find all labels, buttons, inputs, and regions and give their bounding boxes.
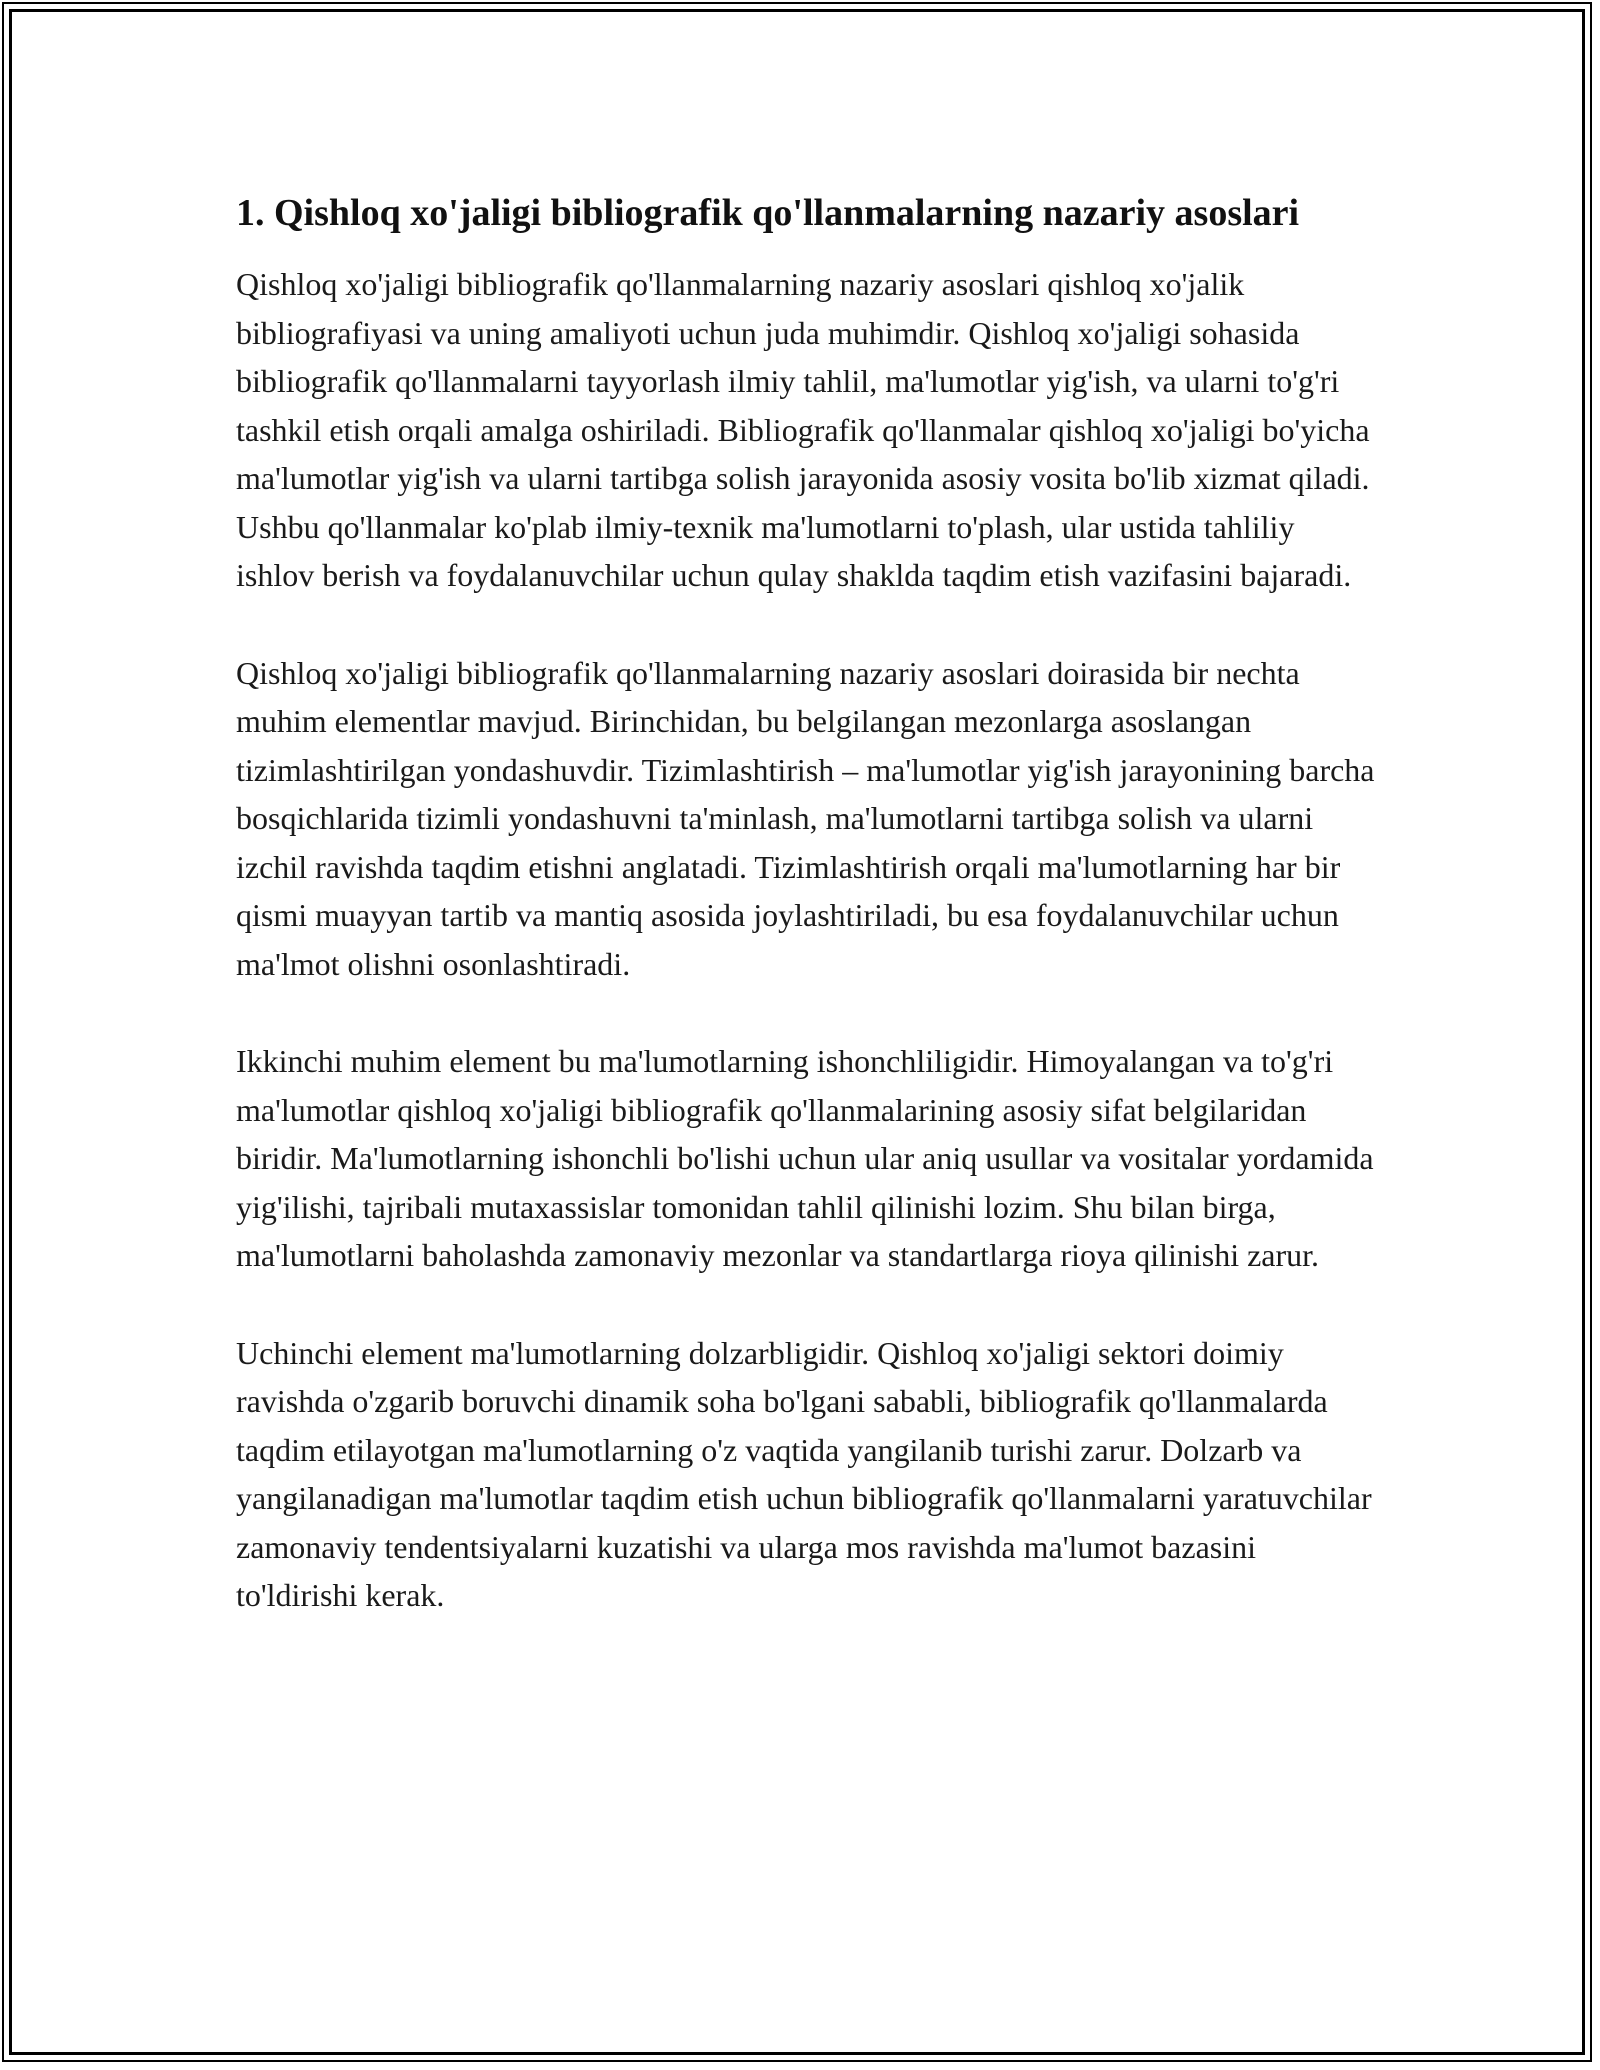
paragraph-1: Qishloq xo'jaligi bibliografik qo'llanmalarning nazariy asoslari qishloq xo'jalik bibliografiyasi va uning amaliyoti uchun juda muhimdir. Qishloq xo'jaligi sohasida bibliografik qo'llanmalarni tayyorlash ilmiy tahlil, ma'lumotlar yig'ish, va ularni to'g'ri tashkil etish orqali amalga oshiriladi. Bibliografik qo'llanmalar qishloq xo'jaligi bo'yicha ma'lumotlar yig'ish va ularni tartibga solish jarayonida asosiy vosita bo'lib xizmat qiladi. Ushbu qo'llanmalar ko'plab ilmiy-texnik ma'lumotlarni to'plash, ular ustida tahliliy ishlov berish va foydalanuvchilar uchun qulay shaklda taqdim etish vazifasini bajaradi. (236, 266, 1370, 593)
paragraph-3: Ikkinchi muhim element bu ma'lumotlarning ishonchliligidir. Himoyalangan va to'g'ri ma'lumotlar qishloq xo'jaligi bibliografik qo'llanmalarining asosiy sifat belgilaridan biridir. Ma'lumotlarning ishonchli bo'lishi uchun ular aniq usullar va vositalar yordamida yig'ilishi, tajribali mutaxassislar tomonidan tahlil qilinishi lozim. Shu bilan birga, ma'lumotlarni baholashda zamonaviy mezonlar va standartlarga rioya qilinishi zarur. (236, 1043, 1374, 1273)
document-body (236, 186, 1376, 1669)
paragraph-2: Qishloq xo'jaligi bibliografik qo'llanmalarning nazariy asoslari doirasida bir nechta muhim elementlar mavjud. Birinchidan, bu belgilangan mezonlarga asoslangan tizimlashtirilgan yondashuvdir. Tizimlashtirish – ma'lumotlar yig'ish jarayonining barcha bosqichlarida tizimli yondashuvni ta'minlash, ma'lumotlarni tartibga solish va ularni izchil ravishda taqdim etishni anglatadi. Tizimlashtirish orqali ma'lumotlarning har bir qismi muayyan tartib va mantiq asosida joylashtiriladi, bu esa foydalanuvchilar uchun ma'lmot olishni osonlashtiradi. (236, 654, 1375, 982)
section-heading: 1. Qishloq xo'jaligi bibliografik qo'llanmalarning nazariy asoslari (236, 192, 1300, 234)
paragraph-4: Uchinchi element ma'lumotlarning dolzarbligidir. Qishloq xo'jaligi sektori doimiy ravishda o'zgarib boruvchi dinamik soha bo'lgani sababli, bibliografik qo'llanmalarda taqdim etilayotgan ma'lumotlarning o'z vaqtida yangilanib turishi zarur. Dolzarb va yangilanadigan ma'lumotlar taqdim etish uchun bibliografik qo'llanmalarni yaratuvchilar zamonaviy tendentsiyalarni kuzatishi va ularga mos ravishda ma'lumot bazasini to'ldirishi kerak. (236, 1334, 1372, 1613)
